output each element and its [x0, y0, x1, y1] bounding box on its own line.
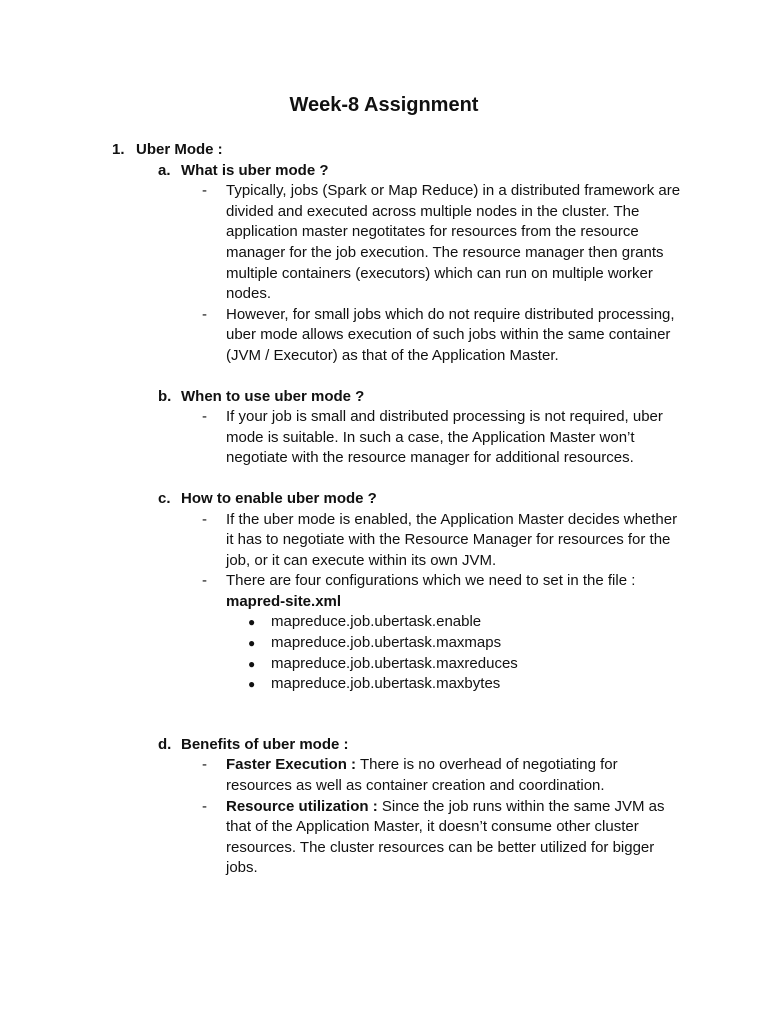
list-item	[202, 755, 686, 796]
list-item-text: Typically, jobs (Spark or Map Reduce) in a distributed framework are divided and executed across multiple nodes in the cluster. The application master negotitates for resources from the resource manager for the job execution. The resource manager then grants multiple containers (executors) which can run on multiple worker nodes.	[226, 182, 681, 303]
dash-marker: -	[202, 408, 207, 426]
bullet-marker: ●	[248, 636, 256, 651]
benefit-label: Resource utilization :	[226, 797, 378, 815]
list-item	[202, 797, 686, 879]
subsection-heading-c	[158, 489, 768, 510]
dash-marker: -	[202, 510, 207, 528]
subsection-title: What is uber mode ?	[181, 161, 329, 179]
subsection-letter: d.	[158, 735, 172, 753]
list-item-text: If the uber mode is enabled, the Application Master decides whether it has to negotiate with the Resource Manager for resources for the job, or it can execute within its own JVM.	[226, 510, 678, 569]
section-heading	[112, 140, 768, 161]
subsection-heading-a	[158, 161, 768, 182]
section-number: 1.	[112, 141, 125, 158]
dash-marker: -	[202, 305, 207, 323]
subsection-title: How to enable uber mode ?	[181, 489, 377, 507]
config-file-name: mapred-site.xml	[226, 592, 342, 610]
list-item	[202, 571, 686, 612]
section-title: Uber Mode :	[136, 141, 223, 158]
benefit-text: Since the job runs within the same JVM as that of the Application Master, it doesn’t consume other cluster resources. The cluster resources can be better utilized for bigger jobs.	[226, 797, 665, 877]
list-item-text: If your job is small and distributed processing is not required, uber mode is suitable. In such a case, the Application Master won’t negotiate with the resource manager for additional resources.	[226, 408, 663, 467]
bullet-marker: ●	[248, 615, 256, 630]
subsection-letter: c.	[158, 489, 171, 507]
config-item	[248, 654, 768, 675]
config-item	[248, 612, 768, 633]
subsection-title: When to use uber mode ?	[181, 387, 365, 405]
list-item	[202, 407, 686, 469]
subsection-heading-d	[158, 735, 768, 756]
dash-marker: -	[202, 572, 207, 590]
dash-marker: -	[202, 797, 207, 815]
page-title: Week-8 Assignment	[289, 94, 479, 116]
subsection-title: Benefits of uber mode :	[181, 735, 349, 753]
config-item-text: mapreduce.job.ubertask.enable	[271, 613, 482, 631]
config-item-text: mapreduce.job.ubertask.maxreduces	[271, 654, 518, 672]
config-item-text: mapreduce.job.ubertask.maxmaps	[271, 634, 502, 652]
list-item	[202, 510, 686, 572]
benefit-label: Faster Execution :	[226, 756, 357, 774]
list-item-text: However, for small jobs which do not require distributed processing, uber mode allows execution of such jobs within the same container (JVM / Executor) as that of the Application Master.	[226, 305, 675, 364]
list-item	[202, 305, 686, 367]
config-item-text: mapreduce.job.ubertask.maxbytes	[271, 675, 501, 693]
subsection-letter: b.	[158, 387, 172, 405]
bullet-marker: ●	[248, 677, 256, 692]
subsection-heading-b	[158, 387, 768, 408]
dash-marker: -	[202, 182, 207, 200]
dash-marker: -	[202, 756, 207, 774]
config-item	[248, 633, 768, 654]
config-item	[248, 674, 768, 695]
subsection-letter: a.	[158, 161, 171, 179]
list-item-text: There are four configurations which we need to set in the file :	[226, 572, 636, 590]
benefit-text: There is no overhead of negotiating for resources as well as container creation and coordination.	[226, 756, 618, 795]
list-item	[202, 181, 686, 305]
bullet-marker: ●	[248, 656, 256, 671]
document-body	[0, 140, 768, 879]
